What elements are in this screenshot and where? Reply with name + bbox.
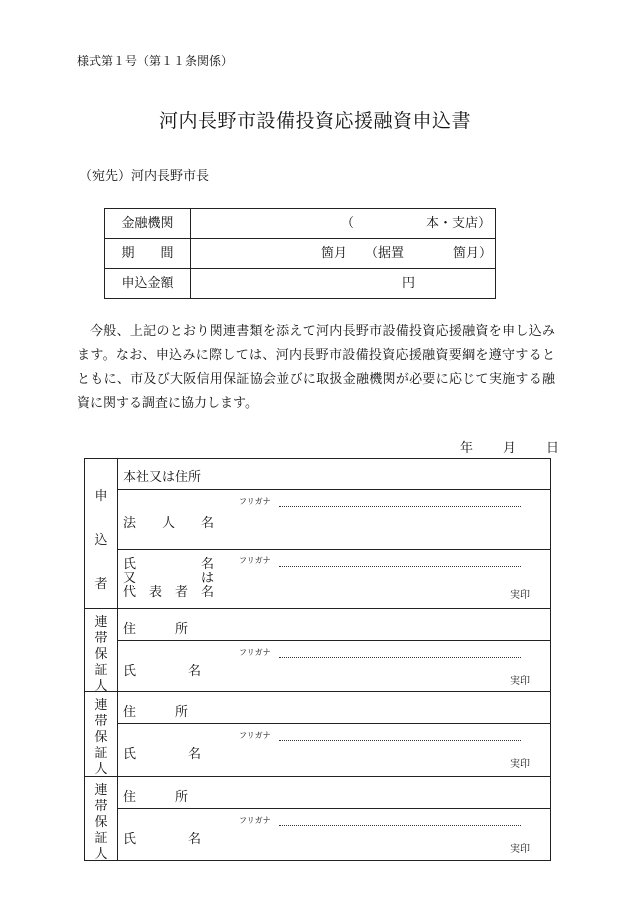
form-number: 様式第１号（第１１条関係） — [77, 54, 234, 68]
furigana-label: フリガナ — [239, 816, 271, 825]
row-line — [117, 723, 550, 724]
application-statement: 今般、上記のとおり関連書類を添えて河内長野市設備投資応援融資を申し込みます。なお、申込みに際しては、河内長野市設備投資応援融資要綱を遵守するとともに、市及び大阪信用保証協会並びに取扱金融機関が必要に応じて実施する融資に関する調査に協力します。 — [77, 324, 555, 411]
section-line — [85, 691, 550, 692]
row-line — [117, 640, 550, 641]
section-line — [85, 608, 550, 609]
bank-branch-suffix[interactable]: 本・支店） — [426, 216, 492, 231]
seal-mark: 実印 — [510, 759, 530, 770]
corporation-name-label: 法 人 名 — [123, 516, 215, 531]
furigana-label: フリガナ — [239, 497, 271, 506]
guarantor-2-name-label: 氏 名 — [123, 747, 202, 762]
seal-mark: 実印 — [510, 844, 530, 855]
guarantor-char: 保 — [94, 815, 108, 830]
guarantor-char: 連 — [94, 615, 108, 630]
furigana-dotted-line[interactable] — [279, 657, 521, 658]
seal-mark: 実印 — [510, 590, 530, 601]
amount-unit[interactable]: 円 — [402, 276, 416, 291]
guarantor-char: 連 — [94, 783, 108, 798]
column-divider — [117, 459, 118, 860]
guarantor-1-address-label: 住 所 — [123, 622, 189, 637]
period-months[interactable]: 箇月 — [321, 246, 348, 261]
guarantor-char: 帯 — [94, 799, 108, 814]
furigana-dotted-line[interactable] — [279, 825, 521, 826]
guarantor-char: 人 — [94, 847, 108, 862]
furigana-dotted-line[interactable] — [279, 506, 521, 507]
guarantor-2-address-label: 住 所 — [123, 705, 189, 720]
applicant-char-1: 申 — [94, 489, 108, 504]
furigana-label: フリガナ — [239, 556, 271, 565]
furigana-label: フリガナ — [239, 731, 271, 740]
period-row — [105, 239, 495, 269]
guarantor-char: 証 — [94, 831, 108, 846]
rep-line-1: 氏 名 — [123, 557, 215, 572]
guarantor-char: 保 — [94, 730, 108, 745]
date-line[interactable] — [460, 437, 559, 456]
guarantor-char: 保 — [94, 647, 108, 662]
guarantor-char: 連 — [94, 698, 108, 713]
loan-summary-table — [104, 208, 496, 299]
guarantor-char: 帯 — [94, 631, 108, 646]
bank-open-paren: （ — [341, 216, 355, 231]
guarantor-char: 証 — [94, 663, 108, 678]
row-line — [117, 808, 550, 809]
bank-row — [105, 209, 495, 239]
period-grace-months[interactable]: 箇月） — [453, 246, 493, 261]
amount-label: 申込金額 — [105, 269, 191, 298]
addressee: （宛先）河内長野市長 — [79, 169, 210, 184]
guarantor-char: 帯 — [94, 714, 108, 729]
date-month: 月 — [503, 441, 517, 456]
furigana-dotted-line[interactable] — [279, 740, 521, 741]
applicant-address-label: 本社又は住所 — [123, 470, 202, 485]
guarantor-2-section — [91, 698, 111, 778]
rep-line-3: 代 表 者 名 — [123, 585, 215, 600]
applicant-char-3: 者 — [94, 577, 108, 592]
applicant-table — [84, 458, 551, 861]
guarantor-char: 人 — [94, 679, 108, 694]
furigana-dotted-line[interactable] — [279, 566, 521, 567]
applicant-char-2: 込 — [94, 533, 108, 548]
date-day: 日 — [546, 441, 560, 456]
guarantor-1-name-label: 氏 名 — [123, 664, 202, 679]
guarantor-char: 人 — [94, 762, 108, 777]
bank-label: 金融機関 — [105, 209, 191, 238]
row-line — [117, 549, 550, 550]
guarantor-3-section — [91, 783, 111, 863]
furigana-label: フリガナ — [239, 648, 271, 657]
period-grace: （据置 — [365, 246, 405, 261]
guarantor-1-section — [91, 615, 111, 695]
rep-line-2: 又 は — [123, 571, 215, 586]
guarantor-char: 証 — [94, 746, 108, 761]
amount-row — [105, 269, 495, 298]
seal-mark: 実印 — [510, 676, 530, 687]
section-line — [85, 776, 550, 777]
representative-label — [123, 558, 214, 600]
date-year: 年 — [460, 441, 474, 456]
period-label: 期 間 — [105, 239, 191, 268]
guarantor-3-name-label: 氏 名 — [123, 832, 202, 847]
document-title: 河内長野市設備投資応援融資申込書 — [158, 110, 471, 132]
guarantor-3-address-label: 住 所 — [123, 790, 189, 805]
row-line — [117, 489, 550, 490]
